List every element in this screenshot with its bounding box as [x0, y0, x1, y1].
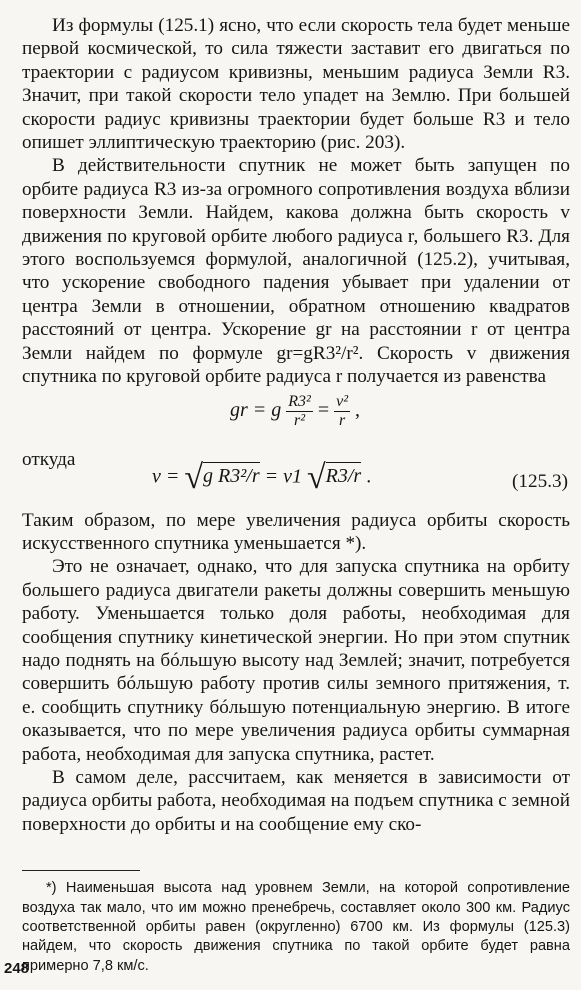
- paragraph-2: В действительности спутник не может быть запущен по орбите радиуса R3 из-за огромного сопротивления воздуха вблизи поверхности Земли. Найдем, какова должна быть скорость v движения по круговой орбите любого радиуса r, большего R3. Для этого воспользуемся формулой, аналогичной (125.2), учитывая, что ускорение свободного падения убывает при удалении от центра Земли в отношении, обратном отношению квадратов расстояний от центра. Ускорение gr на расстоянии r от центра Земли найдем по формуле gr=gR3²/r². Скорость v движения спутника по круговой орбите радиуса r получается из равенства: [22, 155, 570, 388]
- eq1-fraction-2: [334, 393, 350, 430]
- lead-word-otkuda: откуда: [22, 448, 76, 470]
- sqrt-sign-2: √: [306, 458, 326, 496]
- equation-number: (125.3): [512, 470, 568, 492]
- paragraph-1: Из формулы (125.1) ясно, что если скорость тела будет меньше первой космической, то сила тяжести заставит его двигаться по траектории с радиусом кривизны, меньшим радиуса Земли R3. Значит, при такой скорости тело упадет на Землю. При большей скорости радиус кривизны траектории будет больше R3 и тело опишет эллиптическую траекторию (рис. 203).: [22, 15, 570, 154]
- page-body: [22, 14, 570, 976]
- equation-gr-expression: [230, 393, 360, 430]
- eq1-lhs: gr = g: [230, 398, 282, 421]
- eq2-lhs: v =: [152, 465, 180, 488]
- equation-125-3: [22, 449, 570, 509]
- eq1-comma: ,: [355, 398, 361, 421]
- footnote-divider: [22, 870, 140, 871]
- footnote: *) Наименьшая высота над уровнем Земли, на которой сопротивление воздуха так мало, что им можно пренебречь, составляет около 300 км. Радиус соответствeнной орбиты равен (округленно) 6700 км. Из формулы (125.3) найдем, что скорость движения спутника по такой орбите будет равна примерно 7,8 км/с.: [22, 880, 570, 974]
- eq1-frac2-numerator: v²: [336, 392, 349, 410]
- paragraph-5: В самом деле, рассчитаем, как меняется в зависимости от радиуса орбиты работа, необходимая на подъем спутника с земной поверхности до орбиты и на сообщение ему ско-: [22, 766, 570, 835]
- eq2-radicand-2: R3/r: [326, 462, 362, 488]
- equation-v-expression: [152, 459, 371, 497]
- equation-gr: [22, 389, 570, 449]
- eq1-equals: =: [317, 398, 330, 421]
- eq1-frac2-denominator: r: [338, 411, 346, 429]
- eq2-mid: = v1: [264, 465, 302, 488]
- eq1-fraction-1: [286, 393, 313, 430]
- eq2-radicand-1: g R3²/r: [203, 462, 260, 488]
- paragraph-4: Это не означает, однако, что для запуска спутника на орбиту большего радиуса двигатели ракеты должны совершить меньшую работу. Уменьшается только доля работы, необходимая для сообщения спутнику кинетической энергии. Но при этом спутник надо поднять на бóльшую высоту над Землей; значит, потребуется совершить бóльшую работу против силы земного притяжения, т. е. сообщить спутнику бóльшую потенциальную энергию. В итоге оказывается, что по мере увеличения радиуса орбиты суммарная работа, необходимая для запуска спутника, растет.: [22, 556, 570, 765]
- eq1-frac1-denominator: r²: [294, 411, 306, 429]
- eq2-period: .: [366, 465, 372, 488]
- sqrt-sign-1: √: [184, 458, 204, 496]
- paragraph-3: Таким образом, по мере увеличения радиуса орбиты скорость искусственного спутника уменьшается *).: [22, 509, 570, 554]
- page-number: 248: [4, 960, 30, 977]
- eq1-frac1-numerator: R3²: [288, 392, 311, 410]
